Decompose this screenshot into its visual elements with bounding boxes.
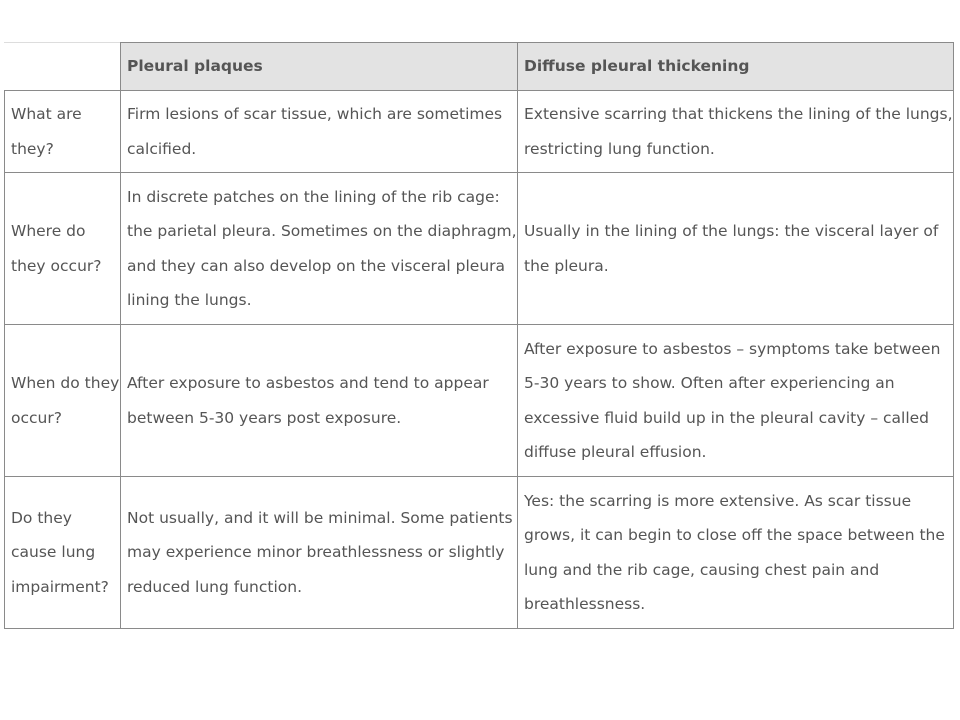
table-row bbox=[5, 477, 954, 629]
row-thickening-cell: Extensive scarring that thickens the lining of the lungs, restricting lung function. bbox=[518, 91, 954, 173]
row-thickening-cell: Usually in the lining of the lungs: the visceral layer of the pleura. bbox=[518, 173, 954, 325]
row-thickening-cell: Yes: the scarring is more extensive. As scar tissue grows, it can begin to close off the space between the lung and the rib cage, causing chest pain and breathlessness. bbox=[518, 477, 954, 629]
table-row bbox=[5, 173, 954, 325]
header-pleural-plaques: Pleural plaques bbox=[121, 43, 518, 91]
header-diffuse-pleural-thickening: Diffuse pleural thickening bbox=[518, 43, 954, 91]
row-plaques-cell: Firm lesions of scar tissue, which are sometimes calcified. bbox=[121, 91, 518, 173]
row-thickening-cell: After exposure to asbestos – symptoms take between 5-30 years to show. Often after experiencing an excessive fluid build up in the pleural cavity – called diffuse pleural effusion. bbox=[518, 325, 954, 477]
row-question: Do they cause lung impairment? bbox=[5, 477, 121, 629]
row-question: What are they? bbox=[5, 91, 121, 173]
table-row bbox=[5, 91, 954, 173]
row-question: When do they occur? bbox=[5, 325, 121, 477]
table-header-row bbox=[5, 43, 954, 91]
row-plaques-cell: Not usually, and it will be minimal. Some patients may experience minor breathlessness or slightly reduced lung function. bbox=[121, 477, 518, 629]
row-question: Where do they occur? bbox=[5, 173, 121, 325]
row-plaques-cell: In discrete patches on the lining of the rib cage: the parietal pleura. Sometimes on the diaphragm, and they can also develop on the visceral pleura lining the lungs. bbox=[121, 173, 518, 325]
header-blank-cell bbox=[5, 43, 121, 91]
table-row bbox=[5, 325, 954, 477]
comparison-table bbox=[4, 42, 954, 629]
row-plaques-cell: After exposure to asbestos and tend to appear between 5-30 years post exposure. bbox=[121, 325, 518, 477]
